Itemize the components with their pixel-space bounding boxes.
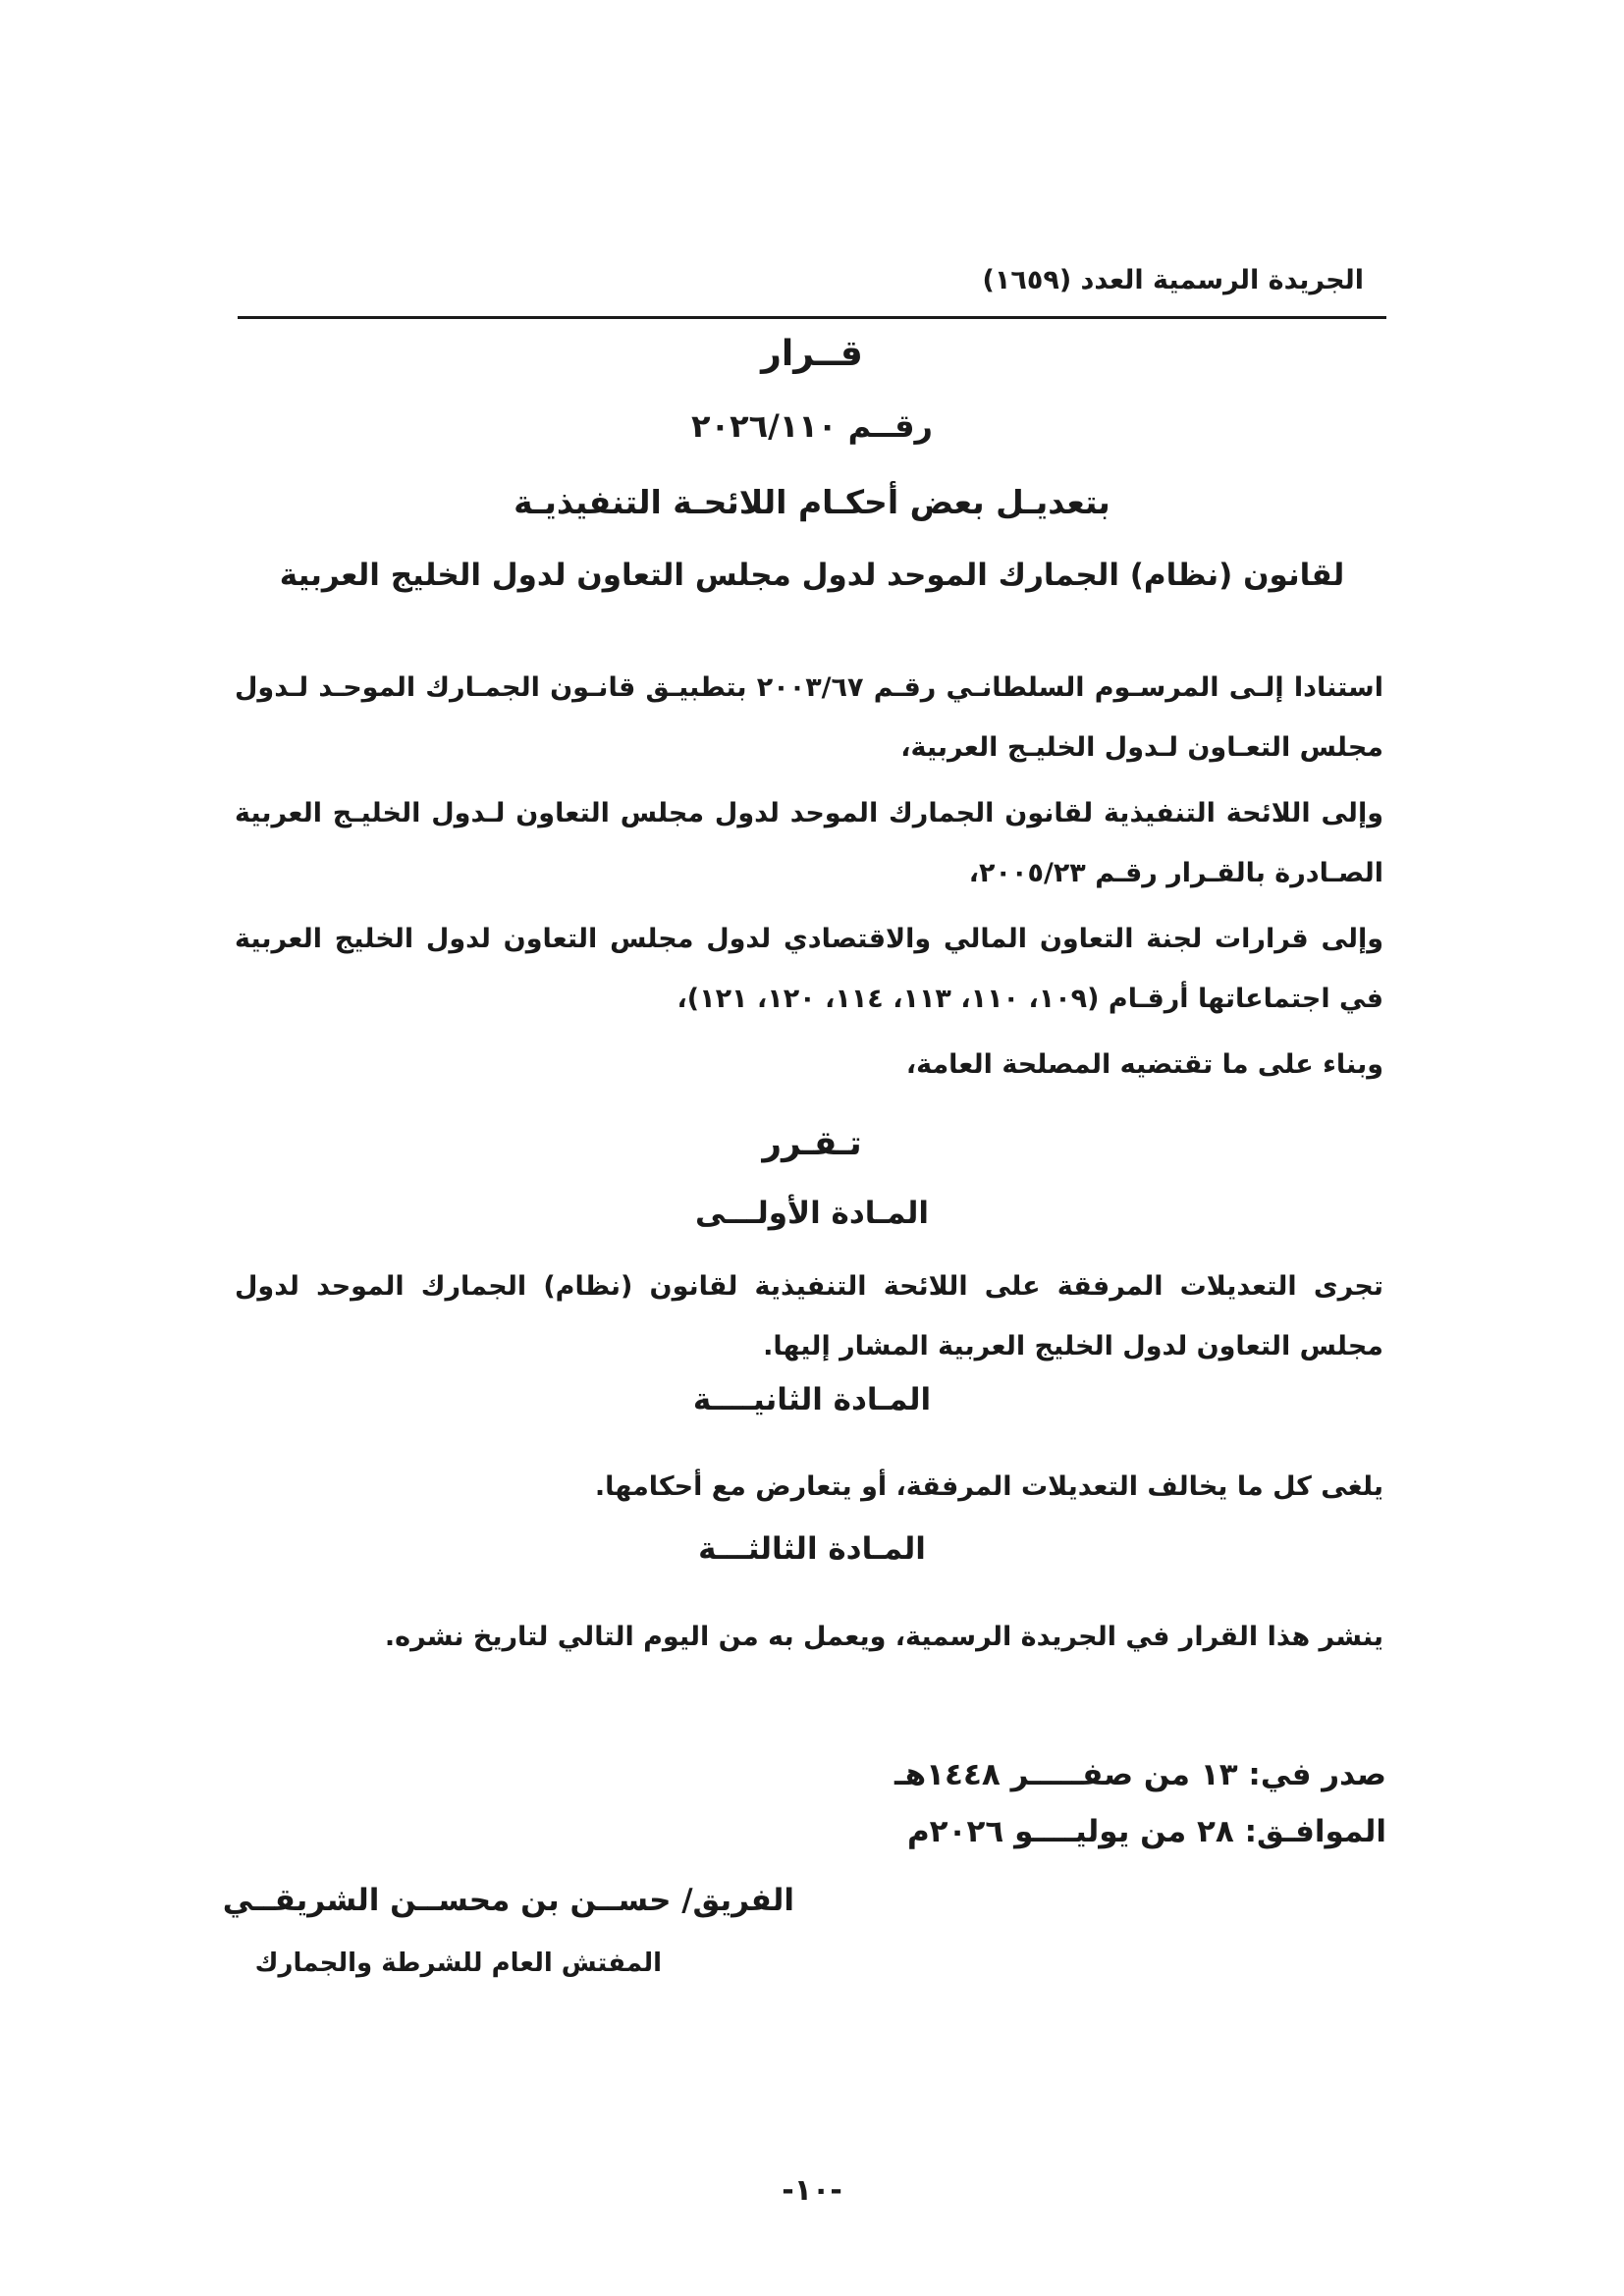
preamble-paragraph: وبناء على ما تقتضيه المصلحة العامة،: [905, 1049, 1383, 1080]
page-number: -١٠-: [782, 2173, 842, 2208]
article-3-paragraph: ينشر هذا القرار في الجريدة الرسمية، ويعمل به من اليوم التالي لتاريخ نشره.: [384, 1622, 1383, 1652]
decision-subject: بتعديـل بعض أحكـام اللائحـة التنفيذيـة: [514, 483, 1110, 521]
article-3-text: [235, 1607, 1383, 1667]
preamble: [235, 658, 1383, 1100]
article-2-paragraph: يلغى كل ما يخالف التعديلات المرفقة، أو يتعارض مع أحكامها.: [594, 1471, 1383, 1502]
preamble-paragraph: وإلى قرارات لجنة التعاون المالي والاقتصادي لدول مجلس التعاون لدول الخليج العربية في اجتماعاتها أرقـام (١٠٩، ١١٠، ١١٣، ١١٤، ١٢٠، ١٢١)،: [235, 924, 1383, 1014]
corresponding-date: الموافـق: ٢٨ من يوليــــو ٢٠٢٦م: [906, 1814, 1386, 1849]
gazette-issue-header: الجريدة الرسمية العدد (١٦٥٩): [982, 265, 1364, 295]
issued-date: صدر في: ١٣ من صفـــــر ١٤٤٨هـ: [894, 1757, 1386, 1792]
article-3-heading: المـادة الثالثـــة: [698, 1531, 926, 1567]
preamble-paragraph: وإلى اللائحة التنفيذية لقانون الجمارك الموحد لدول مجلس التعاون لـدول الخليـج العربية الصـادرة بالقـرار رقـم ٢٠٠٥/٢٣،: [235, 798, 1383, 888]
signatory-title: المفتش العام للشرطة والجمارك: [254, 1949, 662, 1978]
decides-heading: تـقـرر: [762, 1124, 862, 1163]
article-2-heading: المـادة الثانيــــة: [692, 1382, 932, 1417]
article-1-text: [235, 1256, 1383, 1376]
preamble-paragraph: استنادا إلـى المرسـوم السلطانـي رقـم ٢٠٠٣/٦٧ بتطبيـق قانـون الجمـارك الموحـد لـدول مجلس التعـاون لـدول الخليـج العربية،: [235, 672, 1383, 763]
page-header: [238, 257, 1386, 319]
article-1-paragraph: تجرى التعديلات المرفقة على اللائحة التنفيذية لقانون (نظام) الجمارك الموحد لدول مجلس التعاون لدول الخليج العربية المشار إليها.: [235, 1271, 1383, 1362]
law-title: لقانون (نظام) الجمارك الموحد لدول مجلس التعاون لدول الخليج العربية: [279, 558, 1345, 593]
article-1-heading: المـادة الأولـــى: [694, 1196, 930, 1231]
signatory-name: الفريق/ حســن بن محســن الشريقــي: [222, 1883, 794, 1918]
decision-number: رقــم ٢٠٢٦/١١٠: [691, 407, 933, 445]
decision-title: قــرار: [761, 334, 863, 374]
article-2-text: [235, 1457, 1383, 1517]
